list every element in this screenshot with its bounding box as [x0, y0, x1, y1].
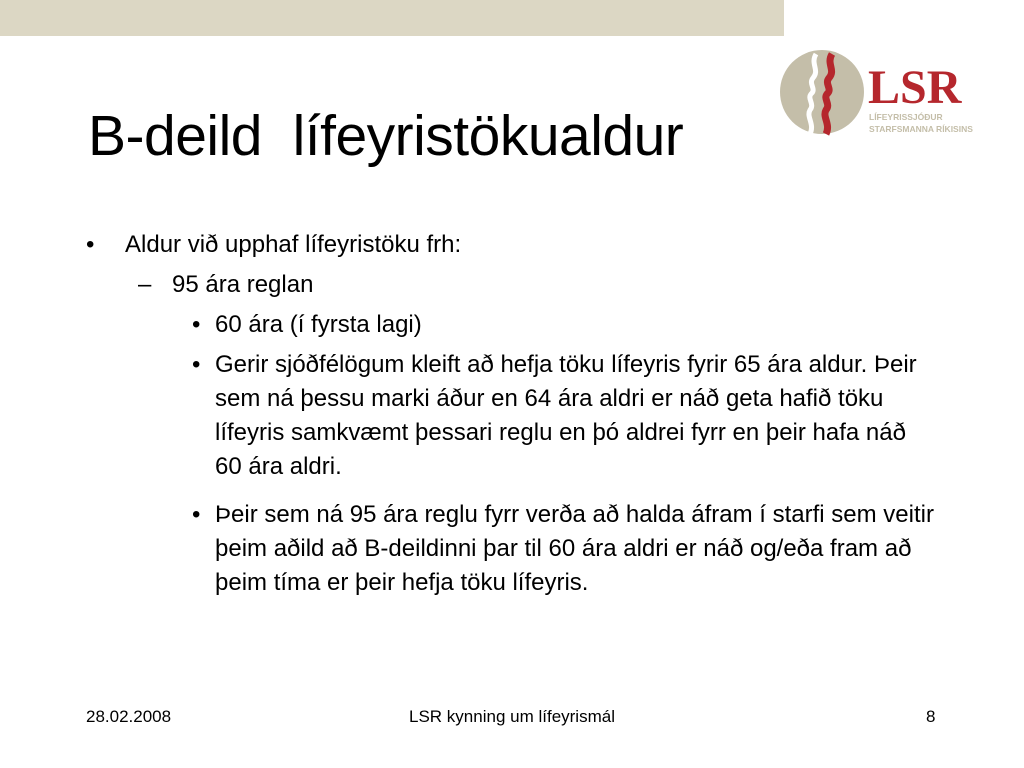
bullet-level3 [0, 348, 935, 484]
top-decorative-bar [0, 0, 784, 36]
logo-brand-text: LSR [868, 61, 962, 114]
bullet-level2 [0, 268, 1024, 302]
bullet-level1 [0, 228, 1024, 262]
bullet-marker: • [192, 311, 201, 338]
bullet-text: Aldur við upphaf lífeyristöku frh: [125, 231, 462, 258]
bullet-marker: • [192, 351, 201, 378]
bullet-text: Þeir sem ná 95 ára reglu fyrr verða að halda áfram í starfi sem veitir þeim aðild að B-deildinni þar til 60 ára aldri er náð og/eða fram að þeim tíma er þeir hefja töku lífeyris. [215, 501, 934, 596]
bullet-level3 [0, 308, 935, 342]
footer-date: 28.02.2008 [86, 707, 172, 726]
dash-marker: – [138, 271, 152, 298]
footer-title: LSR kynning um lífeyrismál [409, 707, 615, 726]
logo-line1-text: LÍFEYRISSJÓÐUR [869, 112, 943, 122]
bullet-level3 [0, 498, 935, 600]
bullet-text: 95 ára reglan [172, 271, 314, 298]
slide-body [0, 228, 1024, 600]
logo-circle [780, 50, 864, 134]
bullet-marker: • [86, 231, 95, 258]
bullet-text: Gerir sjóðfélögum kleift að hefja töku lífeyris fyrir 65 ára aldur. Þeir sem ná þessu marki áður en 64 ára aldri er náð geta hafið töku lífeyris samkvæmt þessari reglu en þó aldrei fyrr en þeir hafa náð 60 ára aldri. [215, 351, 917, 480]
lsr-logo [776, 48, 1008, 140]
logo-line2-text: STARFSMANNA RÍKISINS [869, 124, 973, 134]
bullet-marker: • [192, 501, 201, 528]
page-number: 8 [926, 707, 936, 726]
bullet-text: 60 ára (í fyrsta lagi) [215, 311, 422, 338]
slide-title: B-deild lífeyristökualdur [88, 104, 684, 168]
